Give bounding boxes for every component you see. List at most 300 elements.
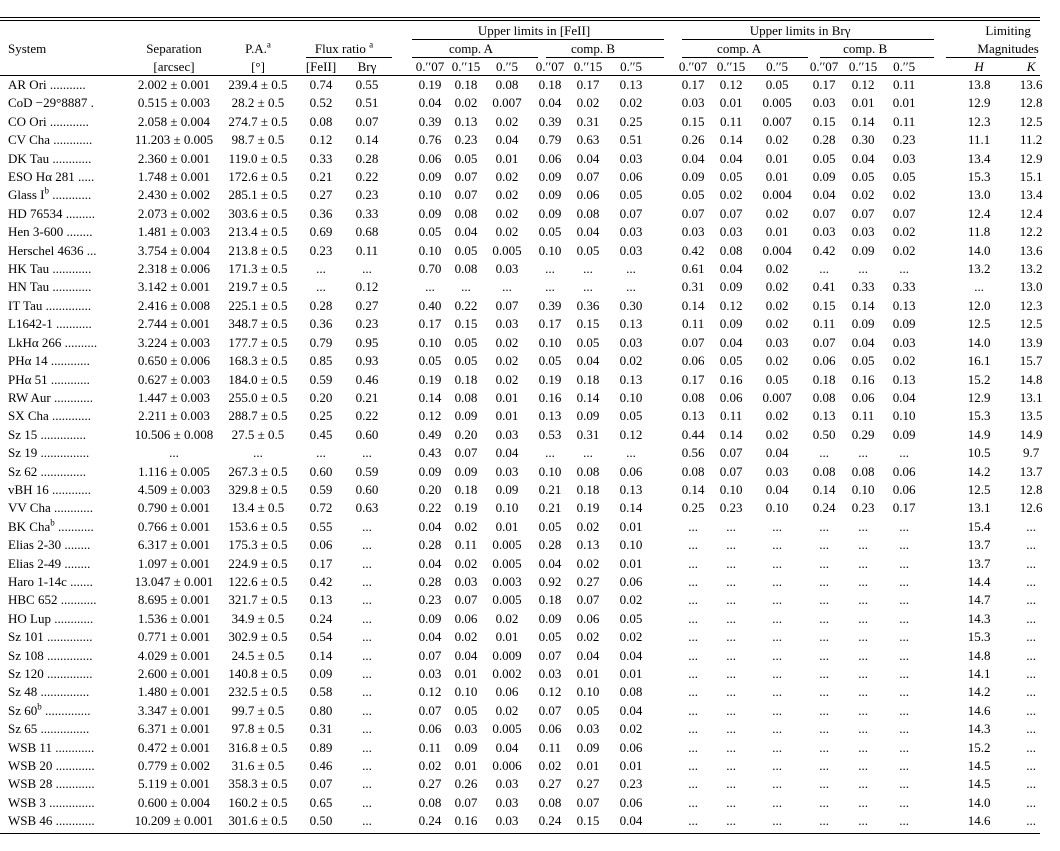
feii-a-015: 0.20 [454,426,478,442]
feii-a-05: 0.006 [492,758,522,774]
feii-b-007: 0.13 [538,408,562,424]
k-mag: 12.3 [1019,297,1043,313]
brg-a-05: 0.02 [765,132,789,148]
feii-b-007: 0.09 [538,205,562,221]
brg-a-05: 0.02 [765,353,789,369]
system-name: CO Ori ............ [8,113,89,129]
header-row-2 [0,40,1060,58]
flux-brg-value: 0.11 [355,242,379,258]
k-mag: 12.5 [1019,113,1043,129]
h-mag: 14.5 [967,776,991,792]
feii-a-015: 0.23 [454,132,478,148]
h-mag: 14.2 [967,463,991,479]
flux-feii-value: 0.58 [309,684,333,700]
system-header: System [8,41,47,56]
feii-a-05: 0.09 [495,481,519,497]
pa-value: 31.6 ± 0.5 [231,758,285,774]
k-mag: 12.8 [1019,95,1043,111]
table-row [0,168,1060,186]
brg-a-05: 0.005 [762,95,792,111]
system-name: L1642-1 ........... [8,316,92,332]
pa-value: 232.5 ± 0.5 [228,684,288,700]
feii-b-05: 0.08 [619,684,643,700]
feii-a-05: 0.03 [495,463,519,479]
k-mag: 13.4 [1019,187,1043,203]
brg-a-007: ... [688,758,698,774]
h-mag: ... [974,279,984,295]
brg-a-05: 0.03 [765,463,789,479]
brg-b-05: ... [899,629,909,645]
flux-brg-value: 0.14 [355,132,379,148]
table-row [0,223,1060,241]
separation-value: 1.748 ± 0.001 [137,169,211,185]
brg-a-05: ... [772,592,782,608]
pa-value: 122.6 ± 0.5 [228,573,288,589]
feii-b-007: 0.17 [538,316,562,332]
flux-brg-value: ... [362,702,372,718]
feii-a-007: 0.06 [418,721,442,737]
feii-a-015: 0.19 [454,500,478,516]
brg-a-015: ... [726,666,736,681]
feii-a-05: 0.01 [495,518,519,534]
brg-a-05: ... [772,666,782,681]
feii-a-015: 0.02 [454,95,478,111]
feii-a-007: 0.04 [418,555,442,571]
h-mag: 15.2 [967,371,991,387]
flux-brg-value: ... [362,739,372,755]
brg-b-015: 0.06 [851,389,875,405]
feii-a-007: 0.04 [418,518,442,534]
brg-b-05: ... [899,702,909,718]
aperture-label: 0.′′5 [496,59,518,74]
brg-a-05: 0.03 [765,334,789,350]
brg-a-007: 0.15 [681,113,705,129]
h-mag: 13.7 [967,555,991,571]
brg-b-05: ... [899,518,909,534]
system-name: LkHα 266 .......... [8,334,98,350]
k-mag: ... [1026,629,1036,645]
feii-b-05: 0.13 [619,316,643,332]
feii-a-007: 0.20 [418,481,442,497]
feii-a-015: 0.08 [454,205,478,221]
feii-b-05: 0.13 [619,77,643,92]
feii-b-007: ... [545,279,555,295]
brg-a-015: 0.23 [719,500,743,516]
brg-a-05: ... [772,776,782,792]
k-mag: 13.1 [1019,389,1043,405]
brg-b-015: 0.05 [851,169,875,185]
feii-b-015: 0.06 [576,187,600,203]
feii-a-007: 0.39 [418,113,442,129]
system-name: Elias 2-30 ........ [8,537,91,553]
h-mag: 14.9 [967,426,991,442]
brg-b-007: 0.28 [812,132,836,148]
brg-a-015: 0.08 [719,242,743,258]
flux-feii-header: [FeII] [305,59,337,74]
aperture-label: 0.′′5 [893,59,916,74]
pa-value: 255.0 ± 0.5 [228,389,288,405]
system-name: Haro 1-14c ....... [8,573,93,589]
brg-b-007: 0.04 [812,187,836,203]
brg-a-05: 0.02 [765,279,789,295]
brg-b-007: 0.07 [812,205,836,221]
pa-value: 224.9 ± 0.5 [228,555,288,571]
pa-value: 358.3 ± 0.5 [228,776,288,792]
k-mag: ... [1026,518,1036,534]
feii-a-015: 0.09 [454,739,478,755]
brg-b-007: ... [819,794,829,810]
feii-b-007: 0.05 [538,353,562,369]
brg-b-007: 0.03 [812,224,836,240]
feii-a-05: 0.07 [495,297,519,313]
flux-brg-value: ... [362,445,372,461]
brg-a-007: 0.13 [681,408,705,424]
feii-a-015: 0.18 [454,481,478,497]
brg-a-015: ... [726,739,736,755]
pa-value: 34.9 ± 0.5 [231,610,285,626]
separation-value: 11.203 ± 0.005 [134,132,214,148]
feii-b-015: 0.05 [576,334,600,350]
brg-b-015: ... [858,647,868,663]
feii-a-05: 0.04 [495,132,519,148]
h-mag: 14.8 [967,647,991,663]
feii-b-015: 0.19 [576,500,600,516]
flux-feii-value: 0.85 [309,353,333,369]
feii-b-007: 0.24 [538,813,562,829]
aperture-label: 0.′′15 [716,59,746,74]
brg-a-007: 0.08 [681,389,705,405]
feii-b-05: 0.01 [619,555,643,571]
separation-value: 6.371 ± 0.001 [137,721,211,737]
feii-b-05: ... [626,261,636,277]
feii-b-015: 0.36 [576,297,600,313]
top-rule-2 [0,20,1040,21]
brg-a-007: ... [688,721,698,737]
brg-a-015: 0.14 [719,132,743,148]
brg-b-05: 0.01 [892,95,916,111]
brg-b-007: ... [819,776,829,792]
feii-a-05: 0.009 [492,647,522,663]
feii-b-05: 0.13 [619,371,643,387]
feii-b-05: 0.02 [619,95,643,111]
brg-a-007: 0.05 [681,187,705,203]
k-mag: ... [1026,721,1036,737]
pa-value: 213.8 ± 0.5 [228,242,288,258]
brg-b-015: 0.04 [851,334,875,350]
feii-a-007: 0.76 [418,132,442,148]
feii-b-015: 0.02 [576,629,600,645]
table-row [0,518,1060,536]
feii-b-007: 0.09 [538,187,562,203]
brg-a-015: 0.11 [719,113,743,129]
feii-b-015: 0.14 [576,389,600,405]
brg-b-015: ... [858,813,868,829]
feii-b-007: 0.07 [538,647,562,663]
feii-b-007: 0.02 [538,758,562,774]
feii-b-015: 0.01 [576,666,600,681]
brg-b-015: 0.14 [851,113,875,129]
flux-brg-value: ... [362,813,372,829]
system-name: HN Tau ............ [8,279,92,295]
flux-brg-value: 0.21 [355,389,379,405]
brg-b-015: 0.14 [851,297,875,313]
brg-a-05: 0.04 [765,481,789,497]
feii-a-007: 0.06 [418,150,442,166]
brg-b-05: 0.02 [892,224,916,240]
flux-brg-value: 0.59 [355,463,379,479]
h-mag: 13.4 [967,150,991,166]
feii-b-015: 0.05 [576,702,600,718]
feii-b-05: 0.51 [619,132,643,148]
separation-value: 10.209 ± 0.001 [134,813,214,829]
flux-feii-value: 0.60 [309,463,333,479]
h-mag: 12.0 [967,297,991,313]
feii-b-007: 0.10 [538,334,562,350]
flux-feii-value: 0.27 [309,187,333,203]
pa-value: 285.1 ± 0.5 [228,187,288,203]
separation-value: 8.695 ± 0.001 [137,592,211,608]
pa-value: 288.7 ± 0.5 [228,408,288,424]
table-row [0,794,1060,812]
separation-value: 6.317 ± 0.001 [137,537,211,553]
brg-b-007: 0.17 [812,77,836,92]
brg-a-007: ... [688,573,698,589]
pa-value: 97.8 ± 0.5 [231,721,285,737]
brg-b-05: ... [899,758,909,774]
brg-a-05: ... [772,721,782,737]
brg-a-007: 0.09 [681,169,705,185]
table-row [0,647,1060,665]
flux-feii-value: 0.28 [309,297,333,313]
feii-b-007: 0.39 [538,113,562,129]
flux-feii-value: 0.36 [309,316,333,332]
h-mag: 14.6 [967,702,991,718]
brg-a-015: ... [726,555,736,571]
flux-brg-value: ... [362,758,372,774]
brg-a-015: ... [726,647,736,663]
brg-b-015: ... [858,721,868,737]
separation-value: 1.481 ± 0.003 [137,224,211,240]
brg-b-015: ... [858,537,868,553]
feii-b-007: 0.04 [538,95,562,111]
h-mag: 14.4 [967,573,991,589]
aperture-label: 0.′′15 [848,59,878,74]
feii-a-015: 0.22 [454,297,478,313]
feii-a-007: 0.10 [418,187,442,203]
feii-b-015: 0.27 [576,776,600,792]
brg-b-007: 0.09 [812,169,836,185]
flux-brg-value: ... [362,610,372,626]
pa-value: 321.7 ± 0.5 [228,592,288,608]
pa-value: 171.3 ± 0.5 [228,261,288,277]
brg-b-007: 0.11 [812,316,836,332]
brg-b-007: 0.18 [812,371,836,387]
feii-a-015: 0.07 [454,794,478,810]
feii-a-015: 0.16 [454,813,478,829]
brg-a-015: ... [726,573,736,589]
k-mag: 13.9 [1019,334,1043,350]
separation-value: 2.416 ± 0.008 [137,297,211,313]
brg-b-007: ... [819,647,829,663]
brg-b-007: 0.24 [812,500,836,516]
system-name: Sz 65 ............... [8,721,90,737]
brg-b-015: ... [858,573,868,589]
system-name: Glass $I^b$ ............ [8,186,92,203]
feii-b-007: 0.10 [538,242,562,258]
brg-a-015: 0.02 [719,187,743,203]
brg-a-007: 0.03 [681,224,705,240]
feii-b-015: 0.17 [576,77,600,92]
feii-a-05: 0.06 [495,684,519,700]
brg-b-05: ... [899,592,909,608]
brg-b-015: 0.09 [851,316,875,332]
brg-a-007: 0.42 [681,242,705,258]
feii-a-05: 0.002 [492,666,522,681]
separation-value: 1.097 ± 0.001 [137,555,211,571]
feii-b-007: 0.05 [538,629,562,645]
brg-b-007: ... [819,813,829,829]
k-mag: ... [1026,610,1036,626]
feii-a-05: 0.007 [492,95,522,111]
system-name: RW Aur ............ [8,389,93,405]
brg-b-007: 0.07 [812,334,836,350]
h-mag: 12.5 [967,481,991,497]
feii-a-05: 0.02 [495,205,519,221]
brg-b-015: ... [858,555,868,571]
table-row [0,371,1060,389]
h-mag: 12.3 [967,113,991,129]
brg-a-015: ... [726,813,736,829]
separation-value: 4.509 ± 0.003 [137,481,211,497]
brg-b-015: 0.03 [851,224,875,240]
feii-a-007: 0.28 [418,537,442,553]
system-name: WSB 46 ............ [8,813,95,829]
flux-brg-value: 0.33 [355,205,379,221]
separation-value: 0.515 ± 0.003 [137,95,211,111]
feii-b-015: 0.04 [576,647,600,663]
flux-brg-header: Brγ [357,59,377,74]
brg-b-015: ... [858,794,868,810]
feii-b-007: 0.18 [538,77,562,92]
flux-feii-value: ... [316,445,326,461]
flux-ratio-header: Flux ratio $^a$ [314,39,374,56]
data-table [0,22,1060,831]
feii-a-05: 0.02 [495,334,519,350]
separation-unit: [arcsec] [153,59,195,74]
feii-b-007: 0.19 [538,371,562,387]
brg-a-05: 0.01 [765,150,789,166]
flux-feii-value: 0.50 [309,813,333,829]
feii-a-015: 0.11 [454,537,478,553]
k-mag: 15.1 [1019,169,1043,185]
separation-value: 2.600 ± 0.001 [137,666,211,681]
table-row [0,499,1060,517]
brg-a-015: 0.11 [719,408,743,424]
feii-a-007: 0.10 [418,334,442,350]
system-name: Herschel 4636 ... [8,242,97,258]
system-name: Sz 60$^b$ .............. [8,701,91,718]
feii-a-007: 0.09 [418,610,442,626]
brg-b-007: ... [819,573,829,589]
system-name: BK Cha$^b$ ........... [8,517,94,534]
pa-value: 274.7 ± 0.5 [228,113,288,129]
system-name: WSB 11 ............ [8,739,95,755]
brg-a-015: ... [726,629,736,645]
feii-b-05: ... [626,279,636,295]
flux-brg-value: ... [362,666,372,681]
brg-a-05: ... [772,684,782,700]
feii-a-007: 0.12 [418,684,442,700]
brg-a-015: 0.12 [719,77,743,92]
k-band-header: K [1026,59,1036,74]
brg-a-015: 0.09 [719,316,743,332]
feii-b-05: 0.05 [619,610,643,626]
feii-b-015: 0.05 [576,242,600,258]
aperture-label: 0.′′15 [451,59,481,74]
feii-a-05: 0.03 [495,813,519,829]
feii-a-015: 0.07 [454,445,478,461]
system-name: ESO Hα 281 ..... [8,169,95,185]
brg-b-007: ... [819,610,829,626]
aperture-label: 0.′′15 [573,59,603,74]
feii-a-015: 0.05 [454,353,478,369]
feii-a-015: 0.04 [454,647,478,663]
feii-b-05: 0.23 [619,776,643,792]
separation-value: 2.318 ± 0.006 [137,261,211,277]
feii-b-05: 0.02 [619,592,643,608]
brg-a-05: 0.04 [765,445,789,461]
brg-b-05: 0.11 [892,77,916,92]
brg-a-007: ... [688,518,698,534]
feii-a-007: 0.22 [418,500,442,516]
pa-value: 28.2 ± 0.5 [231,95,285,111]
feii-b-007: 0.21 [538,481,562,497]
flux-brg-value: ... [362,518,372,534]
flux-brg-value: 0.27 [355,297,379,313]
feii-b-015: 0.03 [576,721,600,737]
feii-b-007: 0.05 [538,518,562,534]
brg-b-05: ... [899,776,909,792]
feii-a-015: 0.02 [454,555,478,571]
feii-b-007: 0.39 [538,297,562,313]
pa-value: 302.9 ± 0.5 [228,629,288,645]
feii-a-05: 0.03 [495,316,519,332]
brg-b-05: ... [899,537,909,553]
brg-a-015: ... [726,592,736,608]
pa-value: 316.8 ± 0.5 [228,739,288,755]
brg-a-015: 0.16 [719,371,743,387]
brg-a-05: 0.02 [765,426,789,442]
brg-b-05: 0.17 [892,500,916,516]
feii-b-05: 0.06 [619,573,643,589]
flux-brg-value: 0.22 [355,169,379,185]
feii-a-007: 0.04 [418,95,442,111]
h-mag: 15.3 [967,408,991,424]
brg-a-007: ... [688,610,698,626]
flux-brg-value: 0.22 [355,408,379,424]
brg-a-007: 0.11 [681,316,705,332]
limiting-header: Limiting [985,23,1031,38]
k-mag: 12.8 [1019,481,1043,497]
feii-b-015: 0.18 [576,371,600,387]
pa-value: 184.0 ± 0.5 [228,371,288,387]
header-row-3 [0,58,1060,76]
brg-b-05: ... [899,445,909,461]
table-row [0,426,1060,444]
pa-value: 348.7 ± 0.5 [228,316,288,332]
brg-b-015: 0.16 [851,371,875,387]
feii-b-05: 0.25 [619,113,643,129]
